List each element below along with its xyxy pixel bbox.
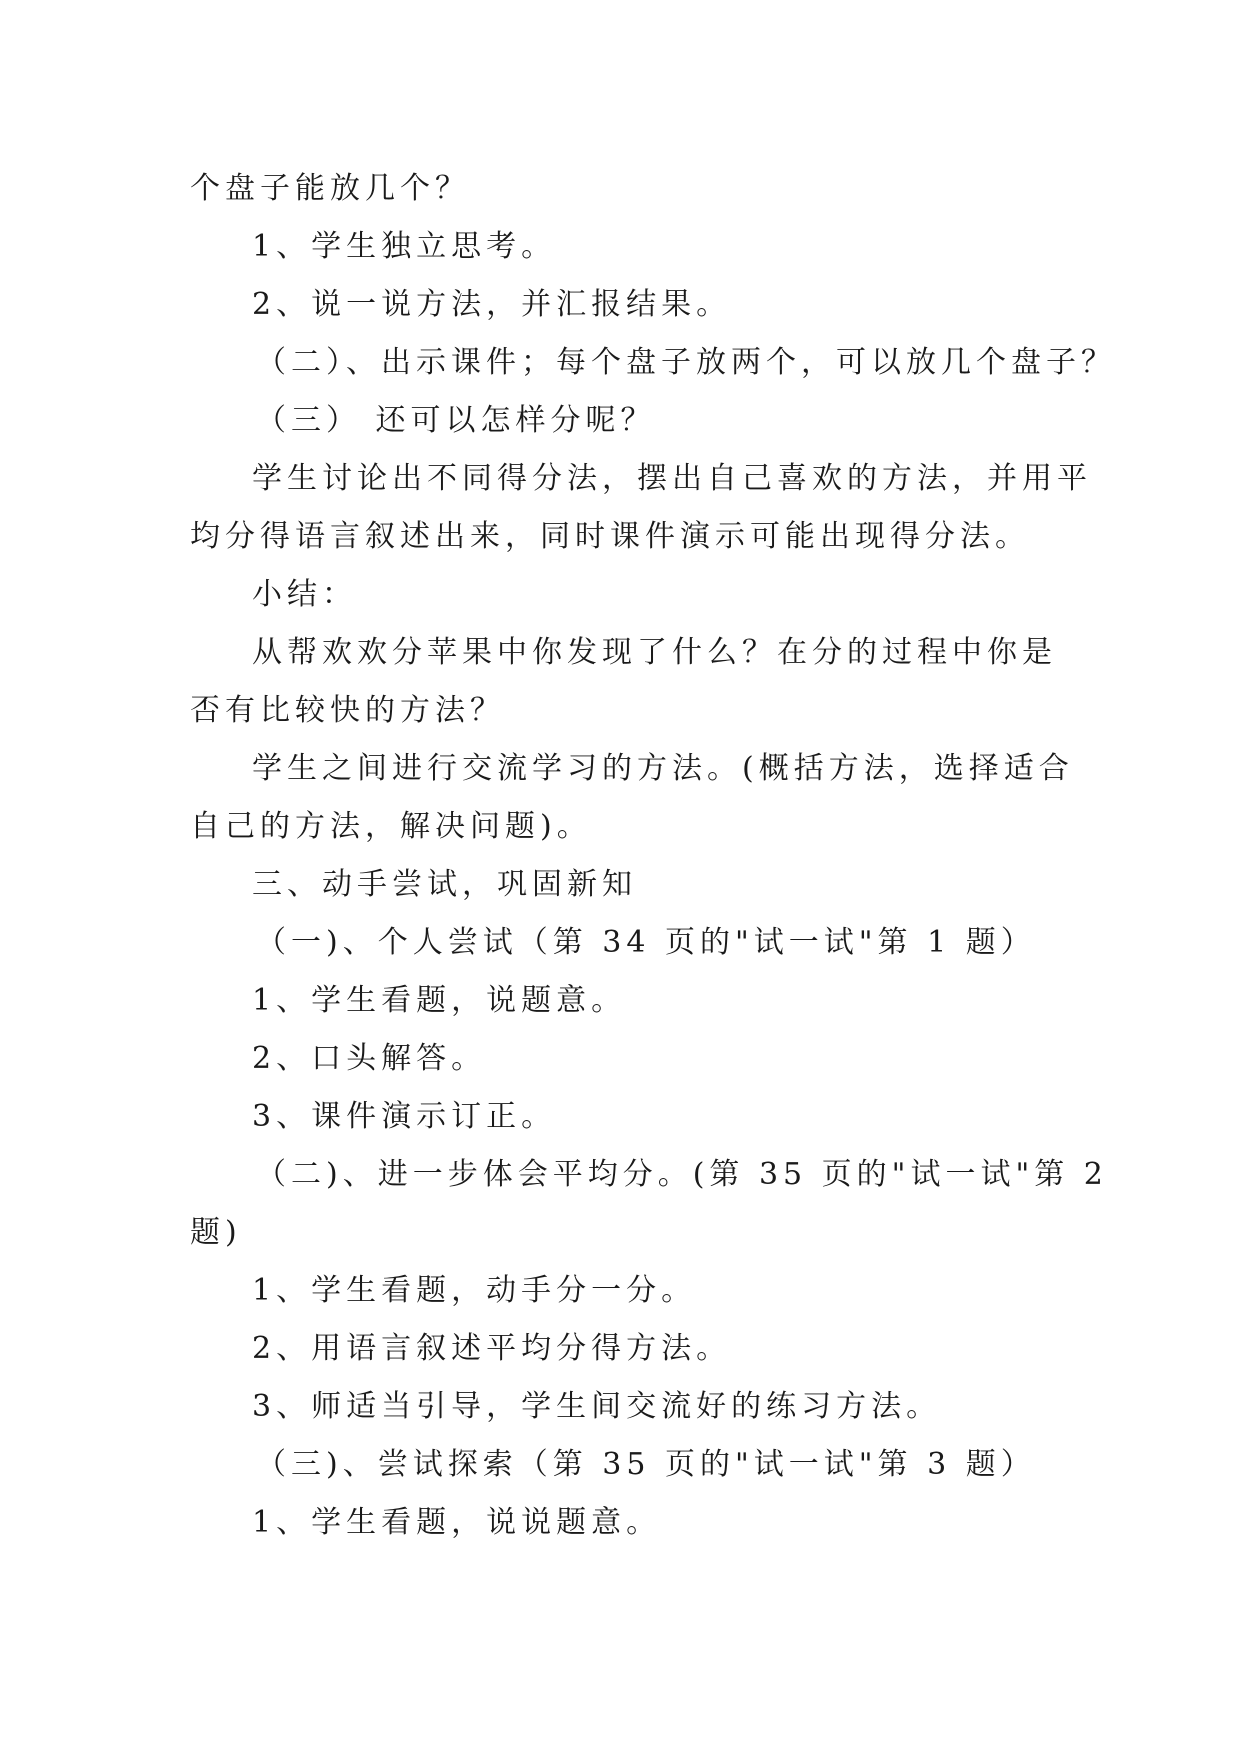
section-heading: （二）、出示课件；每个盘子放两个，可以放几个盘子？ — [256, 345, 1116, 380]
document-body — [190, 160, 1116, 1552]
text-line: 自己的方法，解决问题)。 — [190, 809, 592, 844]
text-line: 个盘子能放几个？ — [190, 171, 470, 206]
text-line: 从帮欢欢分苹果中你发现了什么？在分的过程中你是 — [252, 635, 1057, 670]
text-line: 小结： — [252, 577, 357, 612]
text-line: 2、口头解答。 — [252, 1041, 487, 1076]
text-line: 1、学生看题，说说题意。 — [252, 1505, 662, 1540]
section-heading: （二)、进一步体会平均分。(第 35 页的"试一试"第 2 — [256, 1157, 1108, 1192]
text-line: 题) — [190, 1215, 242, 1250]
text-line: 1、学生看题，说题意。 — [252, 983, 627, 1018]
text-line: 2、说一说方法，并汇报结果。 — [252, 287, 732, 322]
text-line: 否有比较快的方法？ — [190, 693, 505, 728]
text-line: 3、师适当引导，学生间交流好的练习方法。 — [252, 1389, 942, 1424]
text-line: 均分得语言叙述出来，同时课件演示可能出现得分法。 — [190, 519, 1030, 554]
text-line: 3、课件演示订正。 — [252, 1099, 557, 1134]
section-heading: 三、动手尝试，巩固新知 — [252, 867, 637, 902]
text-line: 2、用语言叙述平均分得方法。 — [252, 1331, 732, 1366]
section-heading: （三） 还可以怎样分呢？ — [256, 403, 656, 438]
text-line: 1、学生看题，动手分一分。 — [252, 1273, 697, 1308]
text-line: 学生讨论出不同得分法，摆出自己喜欢的方法，并用平 — [252, 461, 1092, 496]
text-line: 学生之间进行交流学习的方法。(概括方法，选择适合 — [252, 751, 1074, 786]
section-heading: （三)、尝试探索（第 35 页的"试一试"第 3 题） — [256, 1447, 1036, 1482]
section-heading: （一)、个人尝试（第 34 页的"试一试"第 1 题） — [256, 925, 1036, 960]
text-line: 1、学生独立思考。 — [252, 229, 557, 264]
